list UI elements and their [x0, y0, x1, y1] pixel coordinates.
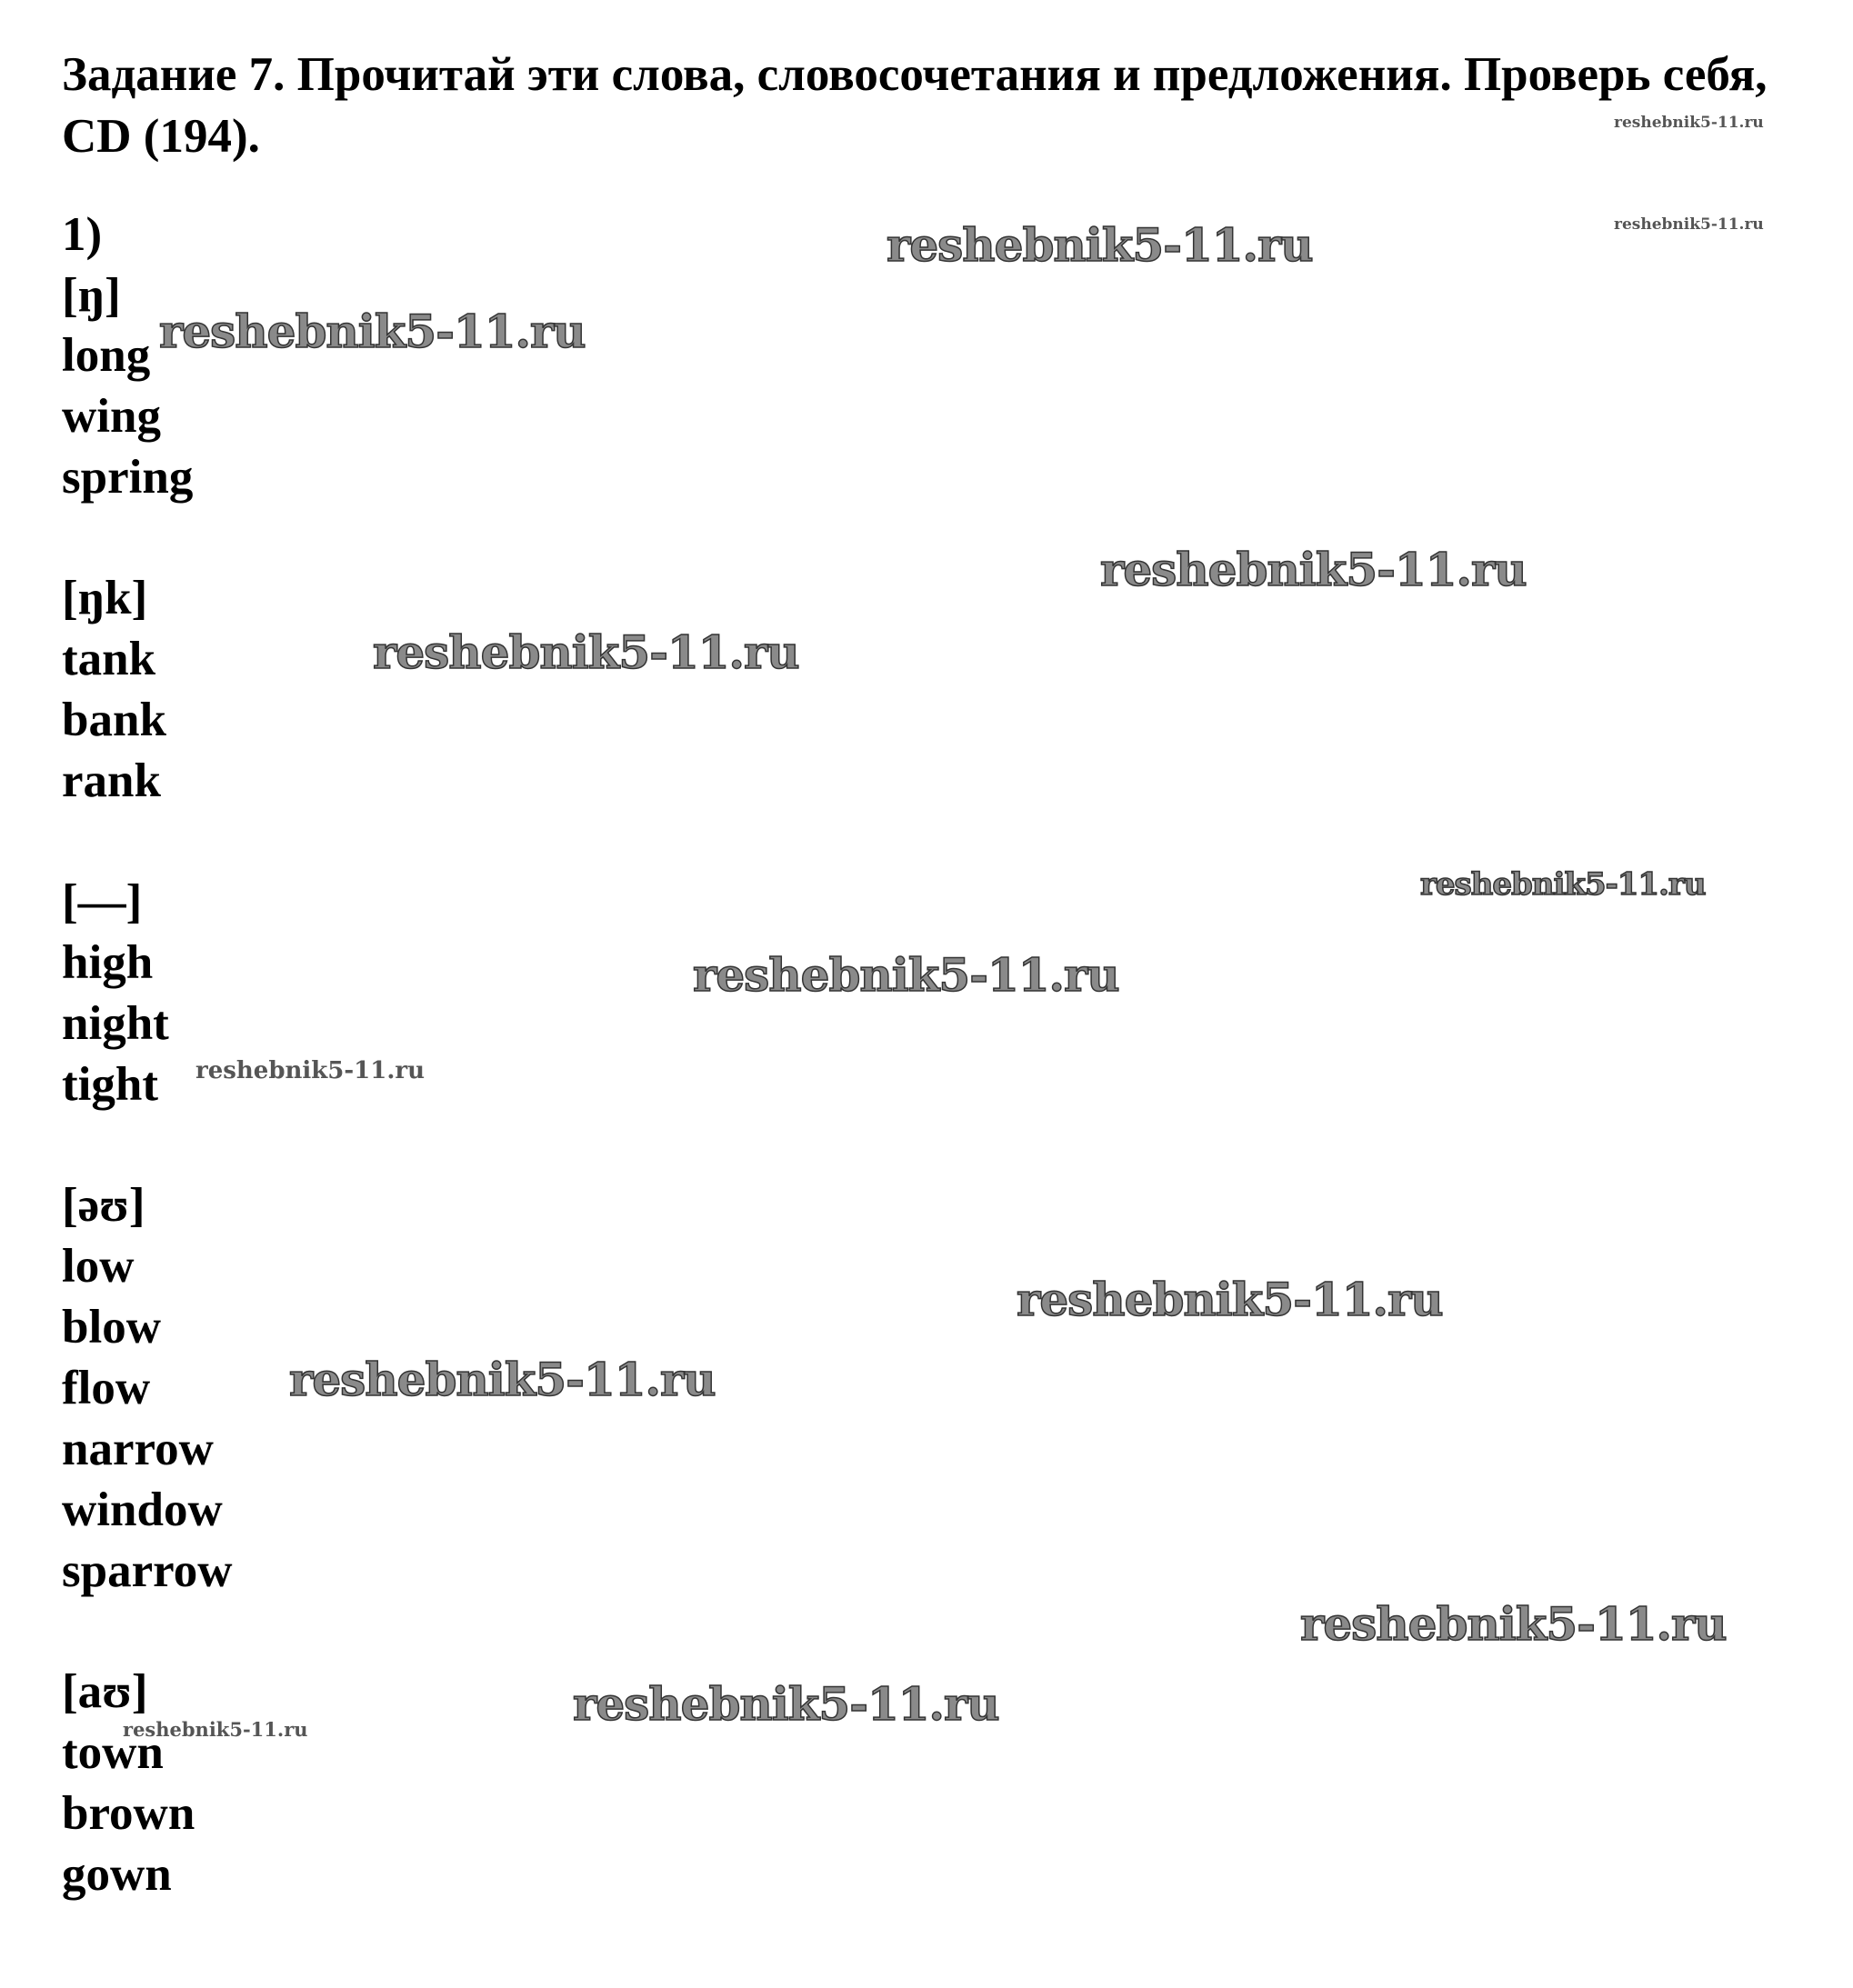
- word-brown: brown: [62, 1787, 195, 1840]
- word-night: night: [62, 997, 169, 1050]
- sound-label-ng: [ŋ]: [62, 269, 121, 322]
- watermark: reshebnik5-11.ru: [289, 1353, 716, 1406]
- word-low: low: [62, 1240, 135, 1293]
- word-town: town: [62, 1726, 164, 1779]
- word-tight: tight: [62, 1058, 158, 1111]
- part-number: 1): [62, 208, 103, 261]
- word-narrow: narrow: [62, 1423, 214, 1475]
- watermark: reshebnik5-11.ru: [373, 625, 799, 679]
- word-flow: flow: [62, 1362, 151, 1414]
- sound-label-ngk: [ŋk]: [62, 572, 148, 624]
- word-spring: spring: [62, 451, 194, 504]
- watermark: reshebnik5-11.ru: [693, 948, 1119, 1002]
- word-blow: blow: [62, 1301, 161, 1354]
- task-heading: Задание 7. Прочитай эти слова, словосочетания и предложения. Проверь себя, CD (194).: [62, 48, 1768, 163]
- watermark: reshebnik5-11.ru: [573, 1677, 999, 1731]
- word-tank: tank: [62, 633, 156, 685]
- watermark: reshebnik5-11.ru: [1420, 866, 1706, 903]
- watermark: reshebnik5-11.ru: [195, 1057, 426, 1084]
- watermark: reshebnik5-11.ru: [1614, 215, 1764, 234]
- word-sparrow: sparrow: [62, 1544, 233, 1597]
- word-bank: bank: [62, 694, 166, 746]
- word-wing: wing: [62, 390, 161, 443]
- watermark: reshebnik5-11.ru: [1100, 543, 1527, 596]
- word-high: high: [62, 936, 154, 989]
- watermark: reshebnik5-11.ru: [123, 1718, 308, 1741]
- sound-label-au: [aʊ]: [62, 1665, 148, 1718]
- word-window: window: [62, 1484, 223, 1536]
- word-rank: rank: [62, 754, 161, 807]
- watermark: reshebnik5-11.ru: [1017, 1273, 1443, 1326]
- watermark: reshebnik5-11.ru: [886, 218, 1313, 272]
- word-long: long: [62, 329, 151, 382]
- watermark: reshebnik5-11.ru: [1300, 1597, 1727, 1651]
- sound-label-ou: [əʊ]: [62, 1179, 145, 1232]
- watermark: reshebnik5-11.ru: [1614, 114, 1764, 132]
- sound-label-silent: [—]: [62, 875, 143, 928]
- word-gown: gown: [62, 1848, 172, 1901]
- watermark: reshebnik5-11.ru: [159, 305, 586, 358]
